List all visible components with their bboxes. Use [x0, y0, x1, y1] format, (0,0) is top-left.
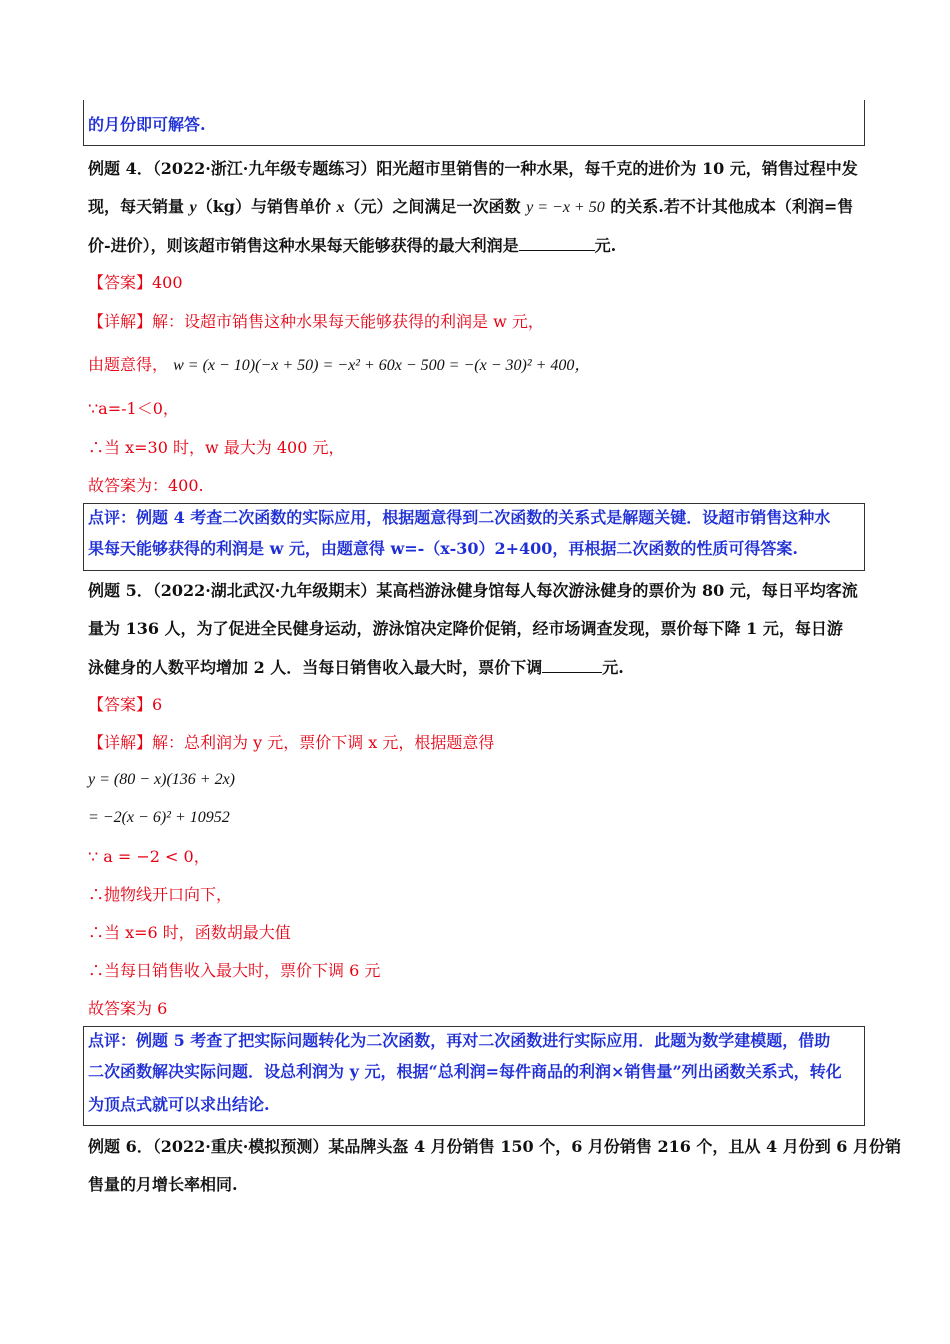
example5-comment-line3: 为顶点式就可以求出结论.	[88, 1095, 270, 1114]
example4-eq-prefix: 由题意得，	[88, 355, 169, 374]
example5-comment-line1: 点评：例题 5 考查了把实际问题转化为二次函数，再对二次函数进行实际应用．此题为数学建模题，借助	[88, 1031, 831, 1050]
example4-linear-formula: y = −x + 50	[526, 199, 605, 216]
example5-line2: 量为 136 人，为了促进全民健身运动，游泳馆决定降价促销，经市场调查发现，票价每下降 1 元，每日游	[88, 619, 843, 638]
example5-answer: 【答案】6	[88, 695, 163, 714]
example4-line3	[88, 234, 868, 257]
example5-line1: 例题 5．（2022·湖北武汉·九年级期末）某高档游泳健身馆每人每次游泳健身的票价为 80 元，每日平均客流	[88, 581, 858, 600]
example5-eq2: = −2(x − 6)² + 10952	[88, 809, 230, 826]
example6-line1: 例题 6．（2022·重庆·模拟预测）某品牌头盔 4 月份销售 150 个，6 月份销售 216 个，且从 4 月份到 6 月份销	[88, 1137, 901, 1156]
example5-comment-line2: 二次函数解决实际问题．设总利润为 y 元，根据“总利润=每件商品的利润×销售量”列出函数关系式，转化	[88, 1062, 842, 1081]
example4-final: 故答案为：400.	[88, 476, 204, 495]
example5-line3-b: 元.	[602, 658, 624, 677]
answer-blank	[519, 234, 595, 251]
example5-detail: 【详解】解：总利润为 y 元，票价下调 x 元，根据题意得	[88, 733, 495, 752]
example4-equation-line	[88, 354, 868, 377]
example4-line3-b: 元.	[594, 236, 617, 255]
answer-blank	[542, 656, 602, 673]
example5-when: ∴当 x=6 时，函数胡最大值	[88, 923, 291, 942]
example4-when: ∴当 x=30 时，w 最大为 400 元，	[88, 438, 345, 457]
example4-detail: 【详解】解：设超市销售这种水果每天能够获得的利润是 w 元，	[88, 312, 544, 331]
example6-line2: 售量的月增长率相同.	[88, 1175, 238, 1194]
example5-conclude: ∴当每日销售收入最大时，票价下调 6 元	[88, 961, 381, 980]
example4-var-x: x	[336, 199, 345, 216]
example5-line3	[88, 656, 868, 679]
example5-line3-a: 泳健身的人数平均增加 2 人．当每日销售收入最大时，票价下调	[88, 658, 543, 677]
example4-line2-b: （kg）与销售单价	[196, 197, 337, 216]
example4-line2-a: 现，每天销量	[88, 197, 190, 216]
example4-line2	[88, 196, 868, 219]
example5-eq1: y = (80 − x)(136 + 2x)	[88, 771, 236, 788]
example4-since: ∵a=-1＜0，	[88, 399, 179, 418]
example4-var-y: y	[189, 199, 197, 216]
example4-line3-a: 价-进价），则该超市销售这种水果每天能够获得的最大利润是	[88, 236, 519, 255]
example4-comment-line1: 点评：例题 4 考查二次函数的实际应用，根据题意得到二次函数的关系式是解题关键．设超市销售这种水	[88, 508, 831, 527]
example4-answer: 【答案】400	[88, 273, 183, 292]
example5-parabola: ∴抛物线开口向下，	[88, 885, 233, 904]
prev-comment-tail: 的月份即可解答.	[88, 115, 206, 134]
example4-line2-d: 的关系.若不计其他成本（利润=售	[604, 197, 854, 216]
example4-line2-c: （元）之间满足一次函数	[344, 197, 527, 216]
example4-equation: w = (x − 10)(−x + 50) = −x² + 60x − 500 = −(x − 30)² + 400，	[173, 357, 591, 374]
example4-comment-line2: 果每天能够获得的利润是 w 元，由题意得 w=-（x-30）2+400，再根据二次函数的性质可得答案.	[88, 539, 798, 558]
example5-final: 故答案为 6	[88, 999, 168, 1018]
example5-since: ∵ a = −2 < 0，	[88, 847, 210, 866]
example4-line1: 例题 4．（2022·浙江·九年级专题练习）阳光超市里销售的一种水果，每千克的进价为 10 元，销售过程中发	[88, 159, 858, 178]
